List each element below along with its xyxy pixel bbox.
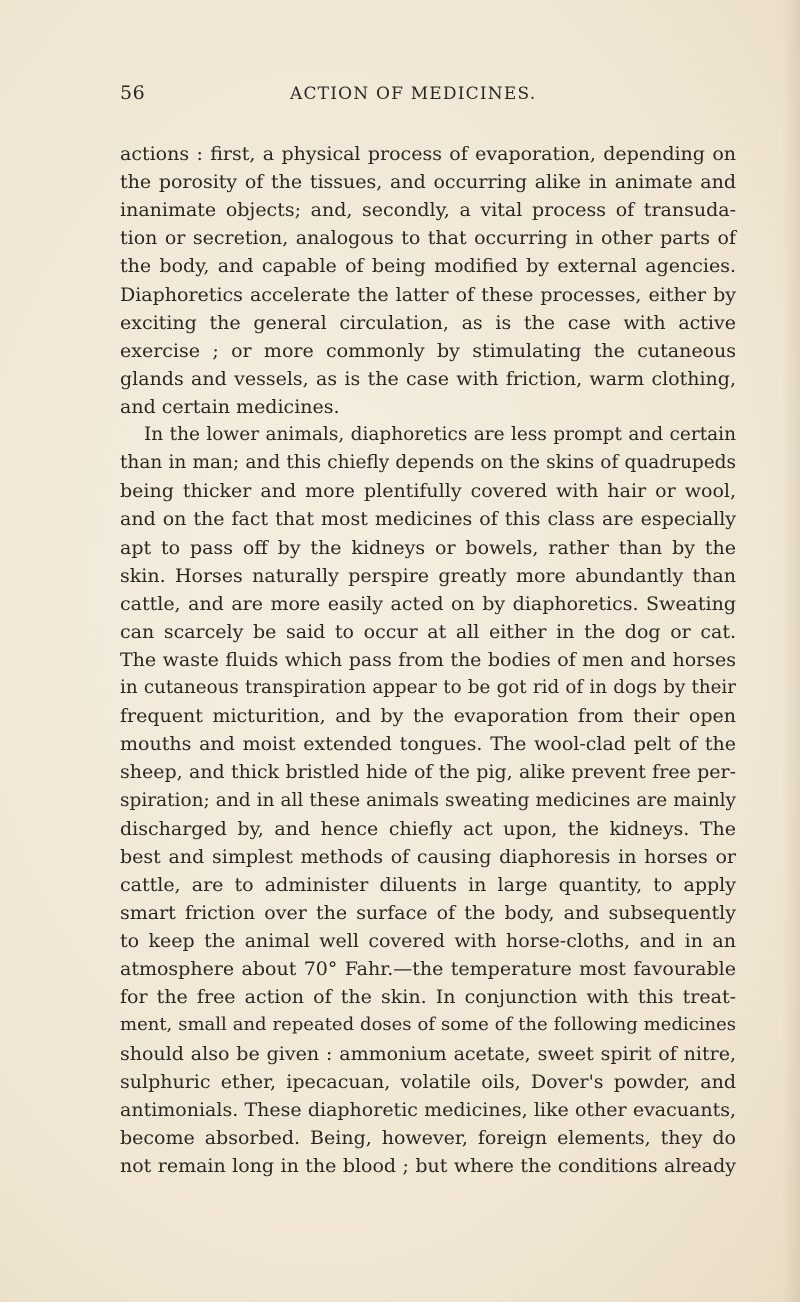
text-line: discharged by, and hence chiefly act upon, the kidneys. The: [120, 817, 736, 840]
text-line: cattle, are to administer diluents in large quantity, to apply: [120, 873, 736, 896]
text-line: become absorbed. Being, however, foreign elements, they do: [120, 1126, 736, 1149]
text-line: can scarcely be said to occur at all either in the dog or cat.: [120, 620, 736, 643]
text-line: exercise ; or more commonly by stimulating the cutaneous: [120, 339, 736, 362]
text-line: best and simplest methods of causing diaphoresis in horses or: [120, 845, 736, 868]
text-line: than in man; and this chiefly depends on the skins of quadrupeds: [120, 452, 736, 474]
text-line: tion or secretion, analogous to that occurring in other parts of: [120, 227, 736, 250]
text-line: and on the fact that most medicines of this class are especially: [120, 508, 736, 531]
text-line: and certain medicines.: [120, 395, 340, 418]
text-line: not remain long in the blood ; but where the conditions already: [120, 1154, 736, 1177]
page-number: 56: [120, 82, 146, 104]
text-line: exciting the general circulation, as is the case with active: [120, 311, 736, 334]
text-line: sulphuric ether, ipecacuan, volatile oils, Dover's powder, and: [120, 1070, 736, 1093]
text-line: skin. Horses naturally perspire greatly more abundantly than: [120, 564, 736, 587]
page-header: [0, 82, 800, 112]
text-line: atmosphere about 70° Fahr.—the temperature most favourable: [120, 958, 736, 981]
text-line: the body, and capable of being modified by external agencies.: [120, 255, 736, 278]
text-line: cattle, and are more easily acted on by diaphoretics. Sweating: [120, 592, 736, 615]
text-line: smart friction over the surface of the body, and subsequently: [120, 901, 736, 924]
text-line: in cutaneous transpiration appear to be got rid of in dogs by their: [120, 677, 736, 699]
body-text: [120, 140, 736, 1180]
text-line: frequent micturition, and by the evaporation from their open: [120, 705, 736, 728]
page-edge-shadow: [782, 0, 800, 1302]
text-line: The waste fluids which pass from the bodies of men and horses: [120, 648, 736, 671]
running-title: ACTION OF MEDICINES.: [290, 84, 537, 104]
text-line: actions : first, a physical process of evaporation, depending on: [120, 143, 736, 165]
text-line: In the lower animals, diaphoretics are less prompt and certain: [144, 424, 736, 446]
text-line: inanimate objects; and, secondly, a vital process of transuda-: [120, 199, 736, 222]
text-line: antimonials. These diaphoretic medicines, like other evacuants,: [120, 1098, 736, 1121]
text-line: for the free action of the skin. In conjunction with this treat-: [120, 986, 736, 1009]
text-line: Diaphoretics accelerate the latter of these processes, either by: [120, 283, 736, 306]
text-line: the porosity of the tissues, and occurring alike in animate and: [120, 171, 736, 194]
text-line: to keep the animal well covered with horse-cloths, and in an: [120, 930, 736, 953]
text-line: apt to pass off by the kidneys or bowels, rather than by the: [120, 536, 736, 559]
text-line: ment, small and repeated doses of some of the following medicines: [120, 1014, 736, 1036]
text-line: glands and vessels, as is the case with friction, warm clothing,: [120, 367, 736, 390]
text-line: mouths and moist extended tongues. The wool-clad pelt of the: [120, 733, 736, 756]
text-line: should also be given : ammonium acetate, sweet spirit of nitre,: [120, 1042, 736, 1065]
text-line: being thicker and more plentifully covered with hair or wool,: [120, 480, 736, 503]
text-line: sheep, and thick bristled hide of the pig, alike prevent free per-: [120, 761, 736, 784]
text-line: spiration; and in all these animals sweating medicines are mainly: [120, 789, 736, 811]
